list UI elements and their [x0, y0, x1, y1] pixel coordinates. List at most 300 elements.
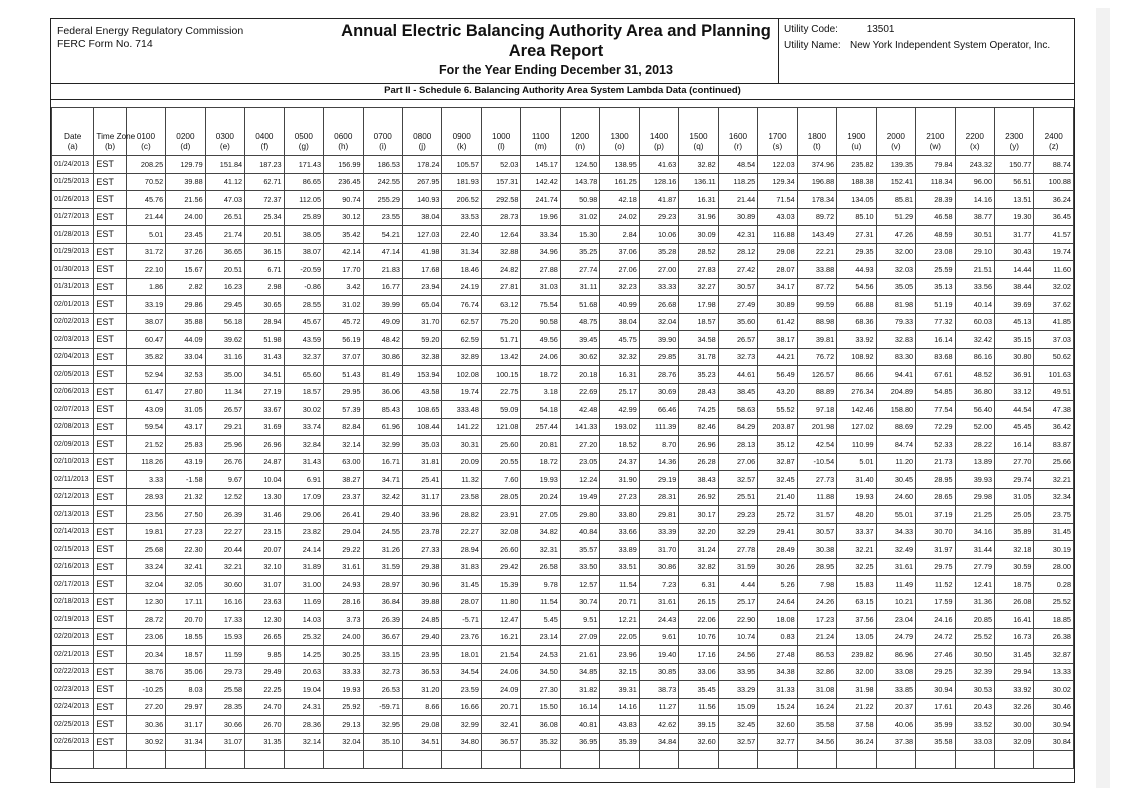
column-code: (b)	[105, 142, 116, 151]
lambda-value-cell: 67.61	[916, 366, 955, 384]
lambda-value-cell: 33.56	[955, 278, 994, 296]
lambda-value-cell: 28.82	[442, 506, 481, 524]
page-edge-shadow	[1096, 8, 1110, 788]
lambda-value-cell: 24.87	[245, 453, 284, 471]
lambda-value-cell: 33.06	[679, 663, 718, 681]
lambda-value-cell: 26.51	[205, 208, 244, 226]
lambda-value-cell: 5.01	[837, 453, 876, 471]
lambda-value-cell: 88.89	[797, 383, 836, 401]
lambda-value-cell: 30.31	[442, 436, 481, 454]
table-row	[52, 261, 1074, 279]
lambda-value-cell: 23.58	[442, 488, 481, 506]
lambda-value-cell: 23.15	[245, 523, 284, 541]
report-header	[51, 19, 1074, 84]
lambda-value-cell: 118.26	[126, 453, 165, 471]
lambda-value-cell: 48.54	[718, 156, 757, 174]
lambda-value-cell: 39.62	[205, 331, 244, 349]
lambda-value-cell: 9.51	[560, 611, 599, 629]
table-row	[52, 646, 1074, 664]
lambda-value-cell: 97.18	[797, 401, 836, 419]
column-code: (o)	[614, 142, 625, 151]
lambda-value-cell: 27.09	[560, 628, 599, 646]
table-row	[52, 453, 1074, 471]
blank-cell	[995, 751, 1034, 769]
lambda-value-cell: 35.82	[126, 348, 165, 366]
lambda-value-cell: 32.41	[481, 716, 520, 734]
lambda-value-cell: 32.99	[442, 716, 481, 734]
lambda-value-cell: 21.32	[166, 488, 205, 506]
lambda-value-cell: 23.56	[126, 506, 165, 524]
lambda-value-cell: 25.72	[758, 506, 797, 524]
lambda-value-cell: 8.70	[639, 436, 678, 454]
lambda-value-cell: 32.14	[324, 436, 363, 454]
lambda-value-cell: 21.22	[837, 698, 876, 716]
date-cell: 02/10/2013	[52, 453, 94, 471]
table-row	[52, 541, 1074, 559]
lambda-value-cell: 33.80	[600, 506, 639, 524]
lambda-value-cell: 63.15	[837, 593, 876, 611]
lambda-value-cell: 41.63	[639, 156, 678, 174]
lambda-value-cell: 31.61	[876, 558, 915, 576]
lambda-value-cell: 24.93	[324, 576, 363, 594]
lambda-value-cell: 94.41	[876, 366, 915, 384]
lambda-value-cell: 30.92	[126, 733, 165, 751]
column-header	[995, 108, 1034, 156]
lambda-value-cell: 66.46	[639, 401, 678, 419]
utility-block	[778, 19, 1075, 83]
lambda-value-cell: 37.58	[837, 716, 876, 734]
lambda-value-cell: 31.00	[284, 576, 323, 594]
lambda-value-cell: 43.58	[402, 383, 441, 401]
lambda-value-cell: 29.22	[324, 541, 363, 559]
lambda-value-cell: 30.74	[560, 593, 599, 611]
lambda-value-cell: 36.15	[245, 243, 284, 261]
lambda-value-cell: 22.69	[560, 383, 599, 401]
lambda-value-cell: 34.51	[245, 366, 284, 384]
lambda-value-cell: 43.09	[126, 401, 165, 419]
lambda-value-cell: 28.36	[284, 716, 323, 734]
lambda-value-cell: 21.74	[205, 226, 244, 244]
lambda-value-cell: 25.59	[916, 261, 955, 279]
lambda-value-cell: 41.85	[1034, 313, 1074, 331]
lambda-value-cell: 32.21	[1034, 471, 1074, 489]
lambda-value-cell: 36.53	[402, 663, 441, 681]
lambda-value-cell: 42.48	[560, 401, 599, 419]
lambda-value-cell: 21.61	[560, 646, 599, 664]
lambda-value-cell: 28.39	[916, 191, 955, 209]
lambda-value-cell: 127.03	[402, 226, 441, 244]
lambda-value-cell: 49.09	[363, 313, 402, 331]
lambda-value-cell: 18.57	[166, 646, 205, 664]
lambda-value-cell: 22.27	[442, 523, 481, 541]
date-cell: 02/22/2013	[52, 663, 94, 681]
lambda-value-cell: 41.98	[402, 243, 441, 261]
lambda-value-cell: 30.19	[1034, 541, 1074, 559]
lambda-value-cell: 19.96	[521, 208, 560, 226]
lambda-value-cell: 51.29	[876, 208, 915, 226]
column-code: (a)	[67, 142, 78, 151]
lambda-value-cell: 13.33	[1034, 663, 1074, 681]
table-row	[52, 523, 1074, 541]
lambda-value-cell: 26.39	[205, 506, 244, 524]
lambda-value-cell: 28.52	[679, 243, 718, 261]
lambda-value-cell: 54.56	[837, 278, 876, 296]
time-zone-cell: EST	[94, 366, 126, 384]
lambda-value-cell: 16.66	[442, 698, 481, 716]
lambda-value-cell: 27.73	[797, 471, 836, 489]
lambda-value-cell: 36.95	[560, 733, 599, 751]
time-zone-cell: EST	[94, 576, 126, 594]
lambda-value-cell: 23.55	[363, 208, 402, 226]
lambda-value-cell: 12.30	[245, 611, 284, 629]
lambda-value-cell: 333.48	[442, 401, 481, 419]
lambda-value-cell: 4.44	[718, 576, 757, 594]
lambda-value-cell: 35.15	[995, 331, 1034, 349]
date-cell: 02/11/2013	[52, 471, 94, 489]
column-code: (y)	[1009, 142, 1020, 151]
lambda-value-cell: 32.29	[718, 523, 757, 541]
lambda-value-cell: 25.51	[718, 488, 757, 506]
lambda-value-cell: 28.72	[126, 611, 165, 629]
lambda-value-cell: 31.82	[560, 681, 599, 699]
lambda-value-cell: 17.98	[679, 296, 718, 314]
lambda-value-cell: 19.93	[324, 681, 363, 699]
lambda-value-cell: 129.34	[758, 173, 797, 191]
lambda-value-cell: 21.51	[955, 261, 994, 279]
lambda-value-cell: 71.54	[758, 191, 797, 209]
lambda-value-cell: 31.70	[402, 313, 441, 331]
lambda-value-cell: 11.52	[916, 576, 955, 594]
lambda-value-cell: 40.84	[560, 523, 599, 541]
lambda-value-cell: 31.05	[995, 488, 1034, 506]
lambda-value-cell: 32.88	[481, 243, 520, 261]
lambda-value-cell: 29.40	[363, 506, 402, 524]
lambda-value-cell: 35.05	[876, 278, 915, 296]
column-header	[245, 108, 284, 156]
lambda-value-cell: 48.59	[916, 226, 955, 244]
column-label: 1000	[492, 132, 511, 141]
lambda-value-cell: 31.61	[324, 558, 363, 576]
lambda-value-cell: 29.08	[402, 716, 441, 734]
lambda-value-cell: 105.57	[442, 156, 481, 174]
lambda-value-cell: 40.81	[560, 716, 599, 734]
blank-cell	[126, 751, 165, 769]
column-code: (n)	[575, 142, 586, 151]
column-label: 1600	[728, 132, 748, 141]
lambda-value-cell: 32.21	[837, 541, 876, 559]
lambda-value-cell: 55.52	[758, 401, 797, 419]
lambda-value-cell: 76.72	[797, 348, 836, 366]
column-label: 0400	[255, 132, 274, 141]
lambda-value-cell: 83.68	[916, 348, 955, 366]
lambda-value-cell: 28.12	[718, 243, 757, 261]
lambda-value-cell: 30.94	[1034, 716, 1074, 734]
lambda-value-cell: 35.28	[639, 243, 678, 261]
lambda-value-cell: 32.49	[876, 541, 915, 559]
lambda-value-cell: 44.21	[758, 348, 797, 366]
column-header	[52, 108, 94, 156]
lambda-value-cell: 16.14	[995, 436, 1034, 454]
lambda-value-cell: 33.51	[600, 558, 639, 576]
date-cell: 02/23/2013	[52, 681, 94, 699]
lambda-value-cell: 24.06	[521, 348, 560, 366]
lambda-value-cell: 32.60	[679, 733, 718, 751]
lambda-value-cell: 27.81	[481, 278, 520, 296]
form-number: FERC Form No. 714	[57, 38, 153, 50]
lambda-value-cell: 126.57	[797, 366, 836, 384]
lambda-value-cell: 16.73	[995, 628, 1034, 646]
lambda-value-cell: 118.25	[718, 173, 757, 191]
lambda-value-cell: 81.98	[876, 296, 915, 314]
lambda-value-cell: 25.05	[995, 506, 1034, 524]
lambda-value-cell: 36.24	[1034, 191, 1074, 209]
lambda-value-cell: 20.34	[126, 646, 165, 664]
lambda-value-cell: 23.37	[324, 488, 363, 506]
lambda-value-cell: 32.45	[758, 471, 797, 489]
column-code: (k)	[456, 142, 467, 151]
lambda-value-cell: -0.86	[284, 278, 323, 296]
lambda-value-cell: 34.51	[402, 733, 441, 751]
column-header	[876, 108, 915, 156]
lambda-value-cell: 30.43	[995, 243, 1034, 261]
lambda-value-cell: 108.65	[402, 401, 441, 419]
lambda-value-cell: 41.12	[205, 173, 244, 191]
lambda-value-cell: 22.75	[481, 383, 520, 401]
lambda-value-cell: 235.82	[837, 156, 876, 174]
lambda-value-cell: 32.99	[363, 436, 402, 454]
lambda-value-cell: 33.89	[600, 541, 639, 559]
lambda-value-cell: 32.20	[679, 523, 718, 541]
lambda-value-cell: 140.93	[402, 191, 441, 209]
lambda-value-cell: 33.74	[284, 418, 323, 436]
lambda-value-cell: 34.58	[679, 331, 718, 349]
lambda-value-cell: 28.35	[205, 698, 244, 716]
lambda-value-cell: 35.25	[560, 243, 599, 261]
lambda-value-cell: 30.96	[402, 576, 441, 594]
lambda-value-cell: 24.26	[797, 593, 836, 611]
lambda-value-cell: 108.44	[402, 418, 441, 436]
utility-code-label: Utility Code:	[784, 24, 838, 35]
lambda-value-cell: 8.66	[402, 698, 441, 716]
lambda-value-cell: 79.84	[916, 156, 955, 174]
lambda-value-cell: 30.02	[1034, 681, 1074, 699]
lambda-value-cell: 28.95	[916, 471, 955, 489]
column-header	[402, 108, 441, 156]
column-code: (x)	[970, 142, 980, 151]
lambda-value-cell: 27.20	[126, 698, 165, 716]
date-cell: 02/25/2013	[52, 716, 94, 734]
lambda-value-cell: 27.23	[600, 488, 639, 506]
lambda-value-cell: 17.68	[402, 261, 441, 279]
lambda-value-cell: 35.60	[718, 313, 757, 331]
lambda-value-cell: 32.95	[363, 716, 402, 734]
column-header	[837, 108, 876, 156]
lambda-value-cell: 54.85	[916, 383, 955, 401]
lambda-value-cell: 28.31	[639, 488, 678, 506]
lambda-value-cell: 86.65	[284, 173, 323, 191]
lambda-value-cell: 25.17	[718, 593, 757, 611]
lambda-value-cell: 39.88	[402, 593, 441, 611]
lambda-value-cell: 52.33	[916, 436, 955, 454]
lambda-value-cell: 18.08	[758, 611, 797, 629]
lambda-value-cell: 37.06	[600, 243, 639, 261]
time-zone-cell: EST	[94, 471, 126, 489]
lambda-value-cell: 47.26	[876, 226, 915, 244]
lambda-value-cell: 20.85	[955, 611, 994, 629]
lambda-value-cell: 139.35	[876, 156, 915, 174]
lambda-value-cell: 374.96	[797, 156, 836, 174]
column-code: (c)	[141, 142, 151, 151]
lambda-value-cell: 29.35	[837, 243, 876, 261]
date-cell: 02/19/2013	[52, 611, 94, 629]
utility-name-row	[784, 39, 1070, 52]
lambda-value-cell: 24.00	[324, 628, 363, 646]
lambda-value-cell: 25.41	[402, 471, 441, 489]
lambda-value-cell: 22.90	[718, 611, 757, 629]
lambda-value-cell: 31.81	[402, 453, 441, 471]
blank-cell	[916, 751, 955, 769]
column-header	[639, 108, 678, 156]
lambda-value-cell: -59.71	[363, 698, 402, 716]
lambda-value-cell: 28.94	[245, 313, 284, 331]
lambda-value-cell: 19.49	[560, 488, 599, 506]
lambda-value-cell: 129.79	[166, 156, 205, 174]
date-cell: 02/26/2013	[52, 733, 94, 751]
lambda-value-cell: 30.46	[1034, 698, 1074, 716]
lambda-value-cell: 31.90	[600, 471, 639, 489]
lambda-value-cell: 16.14	[916, 331, 955, 349]
lambda-value-cell: 16.16	[205, 593, 244, 611]
lambda-value-cell: 35.99	[916, 716, 955, 734]
lambda-value-cell: 27.70	[995, 453, 1034, 471]
date-cell: 01/29/2013	[52, 243, 94, 261]
lambda-value-cell: 45.75	[600, 331, 639, 349]
lambda-value-cell: 16.71	[363, 453, 402, 471]
column-label: 2000	[886, 132, 905, 141]
date-cell: 01/24/2013	[52, 156, 94, 174]
table-row	[52, 243, 1074, 261]
lambda-value-cell: 43.83	[600, 716, 639, 734]
lambda-value-cell: 35.39	[600, 733, 639, 751]
column-label: 2400	[1044, 132, 1063, 141]
lambda-value-cell: 11.54	[521, 593, 560, 611]
lambda-value-cell: 45.76	[126, 191, 165, 209]
lambda-value-cell: 42.62	[639, 716, 678, 734]
column-header	[797, 108, 836, 156]
blank-cell	[245, 751, 284, 769]
lambda-value-cell: 267.95	[402, 173, 441, 191]
column-header	[521, 108, 560, 156]
lambda-value-cell: 31.78	[679, 348, 718, 366]
blank-cell	[521, 751, 560, 769]
blank-cell	[837, 751, 876, 769]
blank-cell	[1034, 751, 1074, 769]
lambda-value-cell: 43.59	[284, 331, 323, 349]
lambda-value-cell: 39.81	[797, 331, 836, 349]
lambda-value-cell: 15.83	[837, 576, 876, 594]
lambda-value-cell: 82.84	[324, 418, 363, 436]
date-cell: 02/12/2013	[52, 488, 94, 506]
lambda-value-cell: 30.36	[126, 716, 165, 734]
lambda-value-cell: 31.02	[324, 296, 363, 314]
lambda-value-cell: 31.98	[837, 681, 876, 699]
lambda-value-cell: 31.59	[363, 558, 402, 576]
lambda-value-cell: 35.06	[166, 663, 205, 681]
date-cell: 02/24/2013	[52, 698, 94, 716]
time-zone-cell: EST	[94, 506, 126, 524]
lambda-value-cell: 122.03	[758, 156, 797, 174]
lambda-value-cell: 14.16	[955, 191, 994, 209]
lambda-value-cell: 13.30	[245, 488, 284, 506]
lambda-value-cell: 31.43	[245, 348, 284, 366]
utility-code-value: 13501	[866, 24, 895, 35]
lambda-value-cell: 27.33	[402, 541, 441, 559]
lambda-value-cell: 101.63	[1034, 366, 1074, 384]
lambda-value-cell: 30.57	[718, 278, 757, 296]
lambda-value-cell: 22.30	[166, 541, 205, 559]
time-zone-cell: EST	[94, 208, 126, 226]
lambda-value-cell: 21.83	[363, 261, 402, 279]
lambda-value-cell: 20.24	[521, 488, 560, 506]
column-code: (p)	[654, 142, 665, 151]
lambda-value-cell: 20.63	[284, 663, 323, 681]
lambda-value-cell: 37.19	[916, 506, 955, 524]
lambda-value-cell: 85.43	[363, 401, 402, 419]
lambda-value-cell: 15.67	[166, 261, 205, 279]
table-row	[52, 383, 1074, 401]
lambda-value-cell: 88.69	[876, 418, 915, 436]
lambda-value-cell: 32.05	[166, 576, 205, 594]
date-cell: 01/31/2013	[52, 278, 94, 296]
lambda-value-cell: 32.89	[442, 348, 481, 366]
lambda-value-cell: 30.86	[639, 558, 678, 576]
lambda-value-cell: 40.14	[955, 296, 994, 314]
lambda-value-cell: 24.06	[481, 663, 520, 681]
lambda-value-cell: 27.05	[521, 506, 560, 524]
lambda-value-cell: 32.14	[284, 733, 323, 751]
lambda-value-cell: 243.32	[955, 156, 994, 174]
lambda-value-cell: 7.23	[639, 576, 678, 594]
lambda-value-cell: 18.57	[284, 383, 323, 401]
date-cell: 02/13/2013	[52, 506, 94, 524]
utility-name-label: Utility Name:	[784, 40, 841, 51]
lambda-value-cell: 20.55	[481, 453, 520, 471]
lambda-value-cell: 38.76	[126, 663, 165, 681]
column-header	[718, 108, 757, 156]
lambda-value-cell: 25.92	[324, 698, 363, 716]
lambda-value-cell: 29.06	[284, 506, 323, 524]
lambda-value-cell: 29.25	[916, 663, 955, 681]
lambda-value-cell: 3.18	[521, 383, 560, 401]
column-header	[560, 108, 599, 156]
lambda-value-cell: 28.73	[481, 208, 520, 226]
time-zone-cell: EST	[94, 628, 126, 646]
lambda-value-cell: 25.58	[205, 681, 244, 699]
lambda-value-cell: 31.02	[560, 208, 599, 226]
lambda-value-cell: 30.69	[639, 383, 678, 401]
lambda-value-cell: 241.74	[521, 191, 560, 209]
lambda-value-cell: 37.56	[837, 611, 876, 629]
lambda-value-cell: 34.50	[521, 663, 560, 681]
lambda-value-cell: 38.17	[758, 331, 797, 349]
lambda-value-cell: 32.38	[402, 348, 441, 366]
lambda-value-cell: 28.55	[284, 296, 323, 314]
lambda-value-cell: 28.16	[324, 593, 363, 611]
lambda-value-cell: 28.07	[758, 261, 797, 279]
blank-cell	[52, 751, 94, 769]
lambda-value-cell: 8.03	[166, 681, 205, 699]
lambda-value-cell: 39.15	[679, 716, 718, 734]
